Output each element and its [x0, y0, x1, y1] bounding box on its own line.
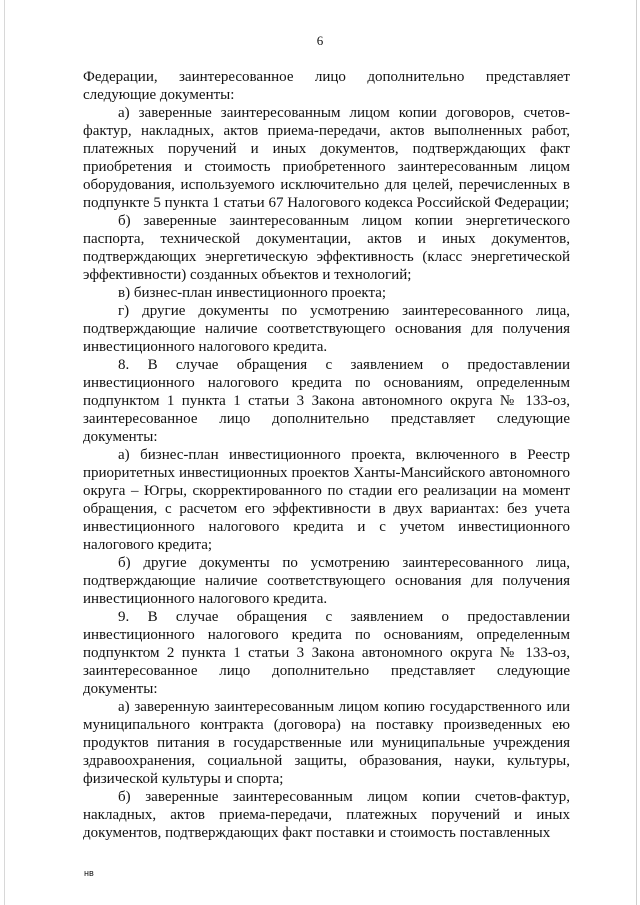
paragraph-item-b: б) заверенные заинтересованным лицом копии энергетического паспорта, технической документации, актов и иных документов, подтверждающих энергетическую эффективность (класс энергетической эффективности) созданных объектов и технологий; [83, 213, 570, 283]
paragraph-section-8: 8. В случае обращения с заявлением о предоставлении инвестиционного налогового кредита по основаниям, определенным подпунктом 1 пункта 1 статьи 3 Закона автономного округа № 133-оз, заинтересованное лицо дополнительно представляет следующие документы: [83, 357, 570, 445]
paragraph-section-8-item-b: б) другие документы по усмотрению заинтересованного лица, подтверждающие наличие соответствующего основания для получения инвестиционного налогового кредита. [83, 555, 570, 607]
scan-edge-left [4, 0, 5, 905]
paragraph-section-9-item-a: а) заверенную заинтересованным лицом копию государственного или муниципального контракта (договора) на поставку произведенных ею продуктов питания в государственные или муниципальные учреждения здравоохранения, социальной защиты, образования, науки, культуры, физической культуры и спорта; [83, 699, 570, 787]
page-number: 6 [316, 33, 324, 48]
footer-initials: нв [84, 868, 94, 878]
document-body [83, 68, 570, 842]
paragraph-item-v: в) бизнес-план инвестиционного проекта; [118, 285, 387, 301]
paragraph-continuation: Федерации, заинтересованное лицо дополнительно представляет следующие документы: [83, 69, 570, 103]
paragraph-section-9-item-b: б) заверенные заинтересованным лицом копии счетов-фактур, накладных, актов приема-передачи, платежных поручений и иных документов, подтверждающих факт поставки и стоимость поставленных [83, 789, 570, 841]
paragraph-item-a: а) заверенные заинтересованным лицом копии договоров, счетов-фактур, накладных, актов приема-передачи, актов выполненных работ, платежных поручений и иных документов, подтверждающих факт приобретения и стоимость приобретенного заинтересованным лицом оборудования, используемого исключительно для целей, перечисленных в подпункте 5 пункта 1 статьи 67 Налогового кодекса Российской Федерации; [83, 105, 570, 211]
paragraph-item-g: г) другие документы по усмотрению заинтересованного лица, подтверждающие наличие соответствующего основания для получения инвестиционного налогового кредита. [83, 303, 570, 355]
paragraph-section-8-item-a: а) бизнес-план инвестиционного проекта, включенного в Реестр приоритетных инвестиционных проектов Ханты-Мансийского автономного округа – Югры, скорректированного по стадии его реализации на момент обращения, с расчетом его эффективности в двух вариантах: без учета инвестиционного налогового кредита и с учетом инвестиционного налогового кредита; [83, 447, 570, 553]
scan-edge-right [636, 0, 637, 905]
paragraph-section-9: 9. В случае обращения с заявлением о предоставлении инвестиционного налогового кредита по основаниям, определенным подпунктом 2 пункта 1 статьи 3 Закона автономного округа № 133-оз, заинтересованное лицо дополнительно представляет следующие документы: [83, 609, 570, 697]
